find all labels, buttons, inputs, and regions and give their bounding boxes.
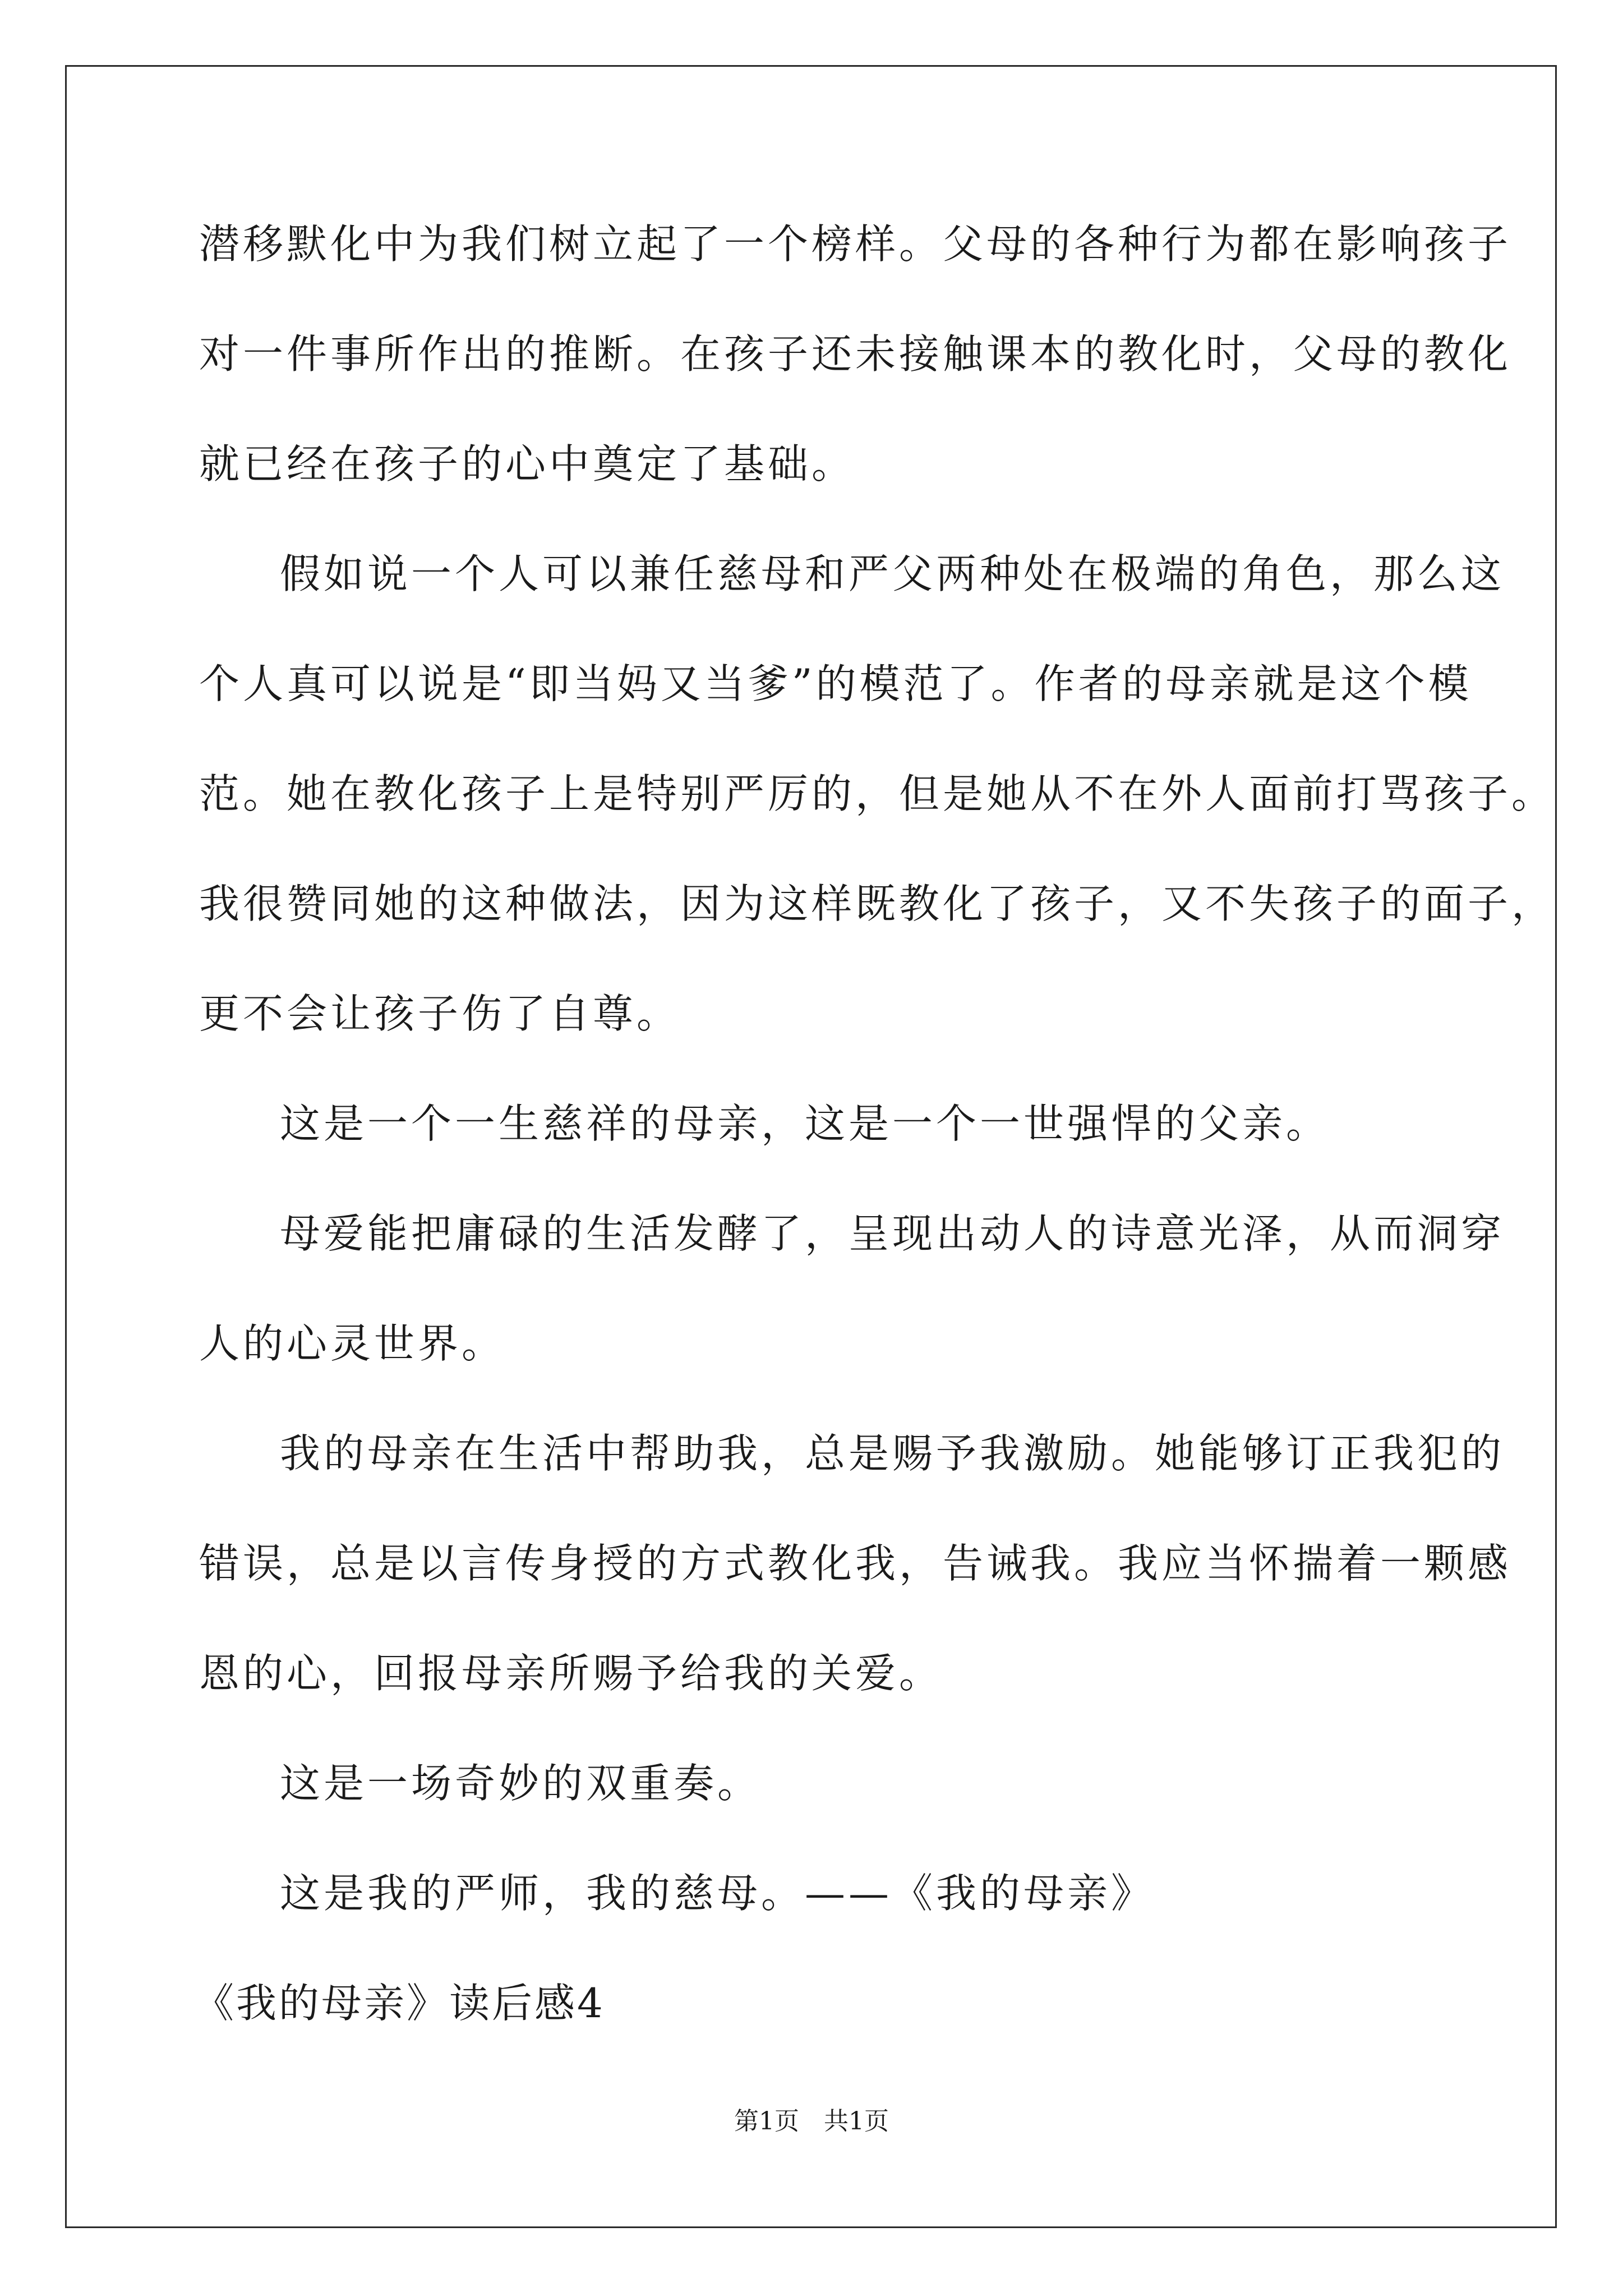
section-heading: 《我的母亲》读后感4 xyxy=(193,1980,605,2027)
text-line: 更不会让孩子伤了自尊。 xyxy=(199,990,681,1037)
text-line: 人的心灵世界。 xyxy=(199,1320,506,1367)
paragraph-start-line: 母爱能把庸碌的生活发酵了，呈现出动人的诗意光泽，从而洞穿 xyxy=(280,1210,1505,1257)
paragraph-start-line: 假如说一个人可以兼任慈母和严父两种处在极端的角色，那么这 xyxy=(280,550,1505,597)
text-line: 潜移默化中为我们树立起了一个榜样。父母的各种行为都在影响孩子 xyxy=(199,220,1512,268)
text-line: 我很赞同她的这种做法，因为这样既教化了孩子，又不失孩子的面子， xyxy=(199,880,1556,927)
document-body xyxy=(193,213,1556,2082)
text-line: 个人真可以说是“即当妈又当爹”的模范了。作者的母亲就是这个模 xyxy=(199,660,1472,707)
page-number-footer: 第1页 共1页 xyxy=(734,2107,889,2136)
text-line: 范。她在教化孩子上是特别严厉的，但是她从不在外人面前打骂孩子。 xyxy=(199,770,1556,817)
text-line: 对一件事所作出的推断。在孩子还未接触课本的教化时，父母的教化 xyxy=(199,330,1512,378)
text-line: 就已经在孩子的心中奠定了基础。 xyxy=(199,440,856,487)
text-line: 错误，总是以言传身授的方式教化我，告诫我。我应当怀揣着一颗感 xyxy=(199,1540,1512,1587)
paragraph-start-line: 我的母亲在生活中帮助我，总是赐予我激励。她能够订正我犯的 xyxy=(280,1430,1505,1477)
paragraph-start-line: 这是我的严师，我的慈母。——《我的母亲》 xyxy=(280,1870,1155,1917)
paragraph-start-line: 这是一场奇妙的双重奏。 xyxy=(280,1760,762,1807)
paragraph-start-line: 这是一个一生慈祥的母亲，这是一个一世强悍的父亲。 xyxy=(280,1100,1330,1147)
text-line: 恩的心，回报母亲所赐予给我的关爱。 xyxy=(199,1650,943,1697)
